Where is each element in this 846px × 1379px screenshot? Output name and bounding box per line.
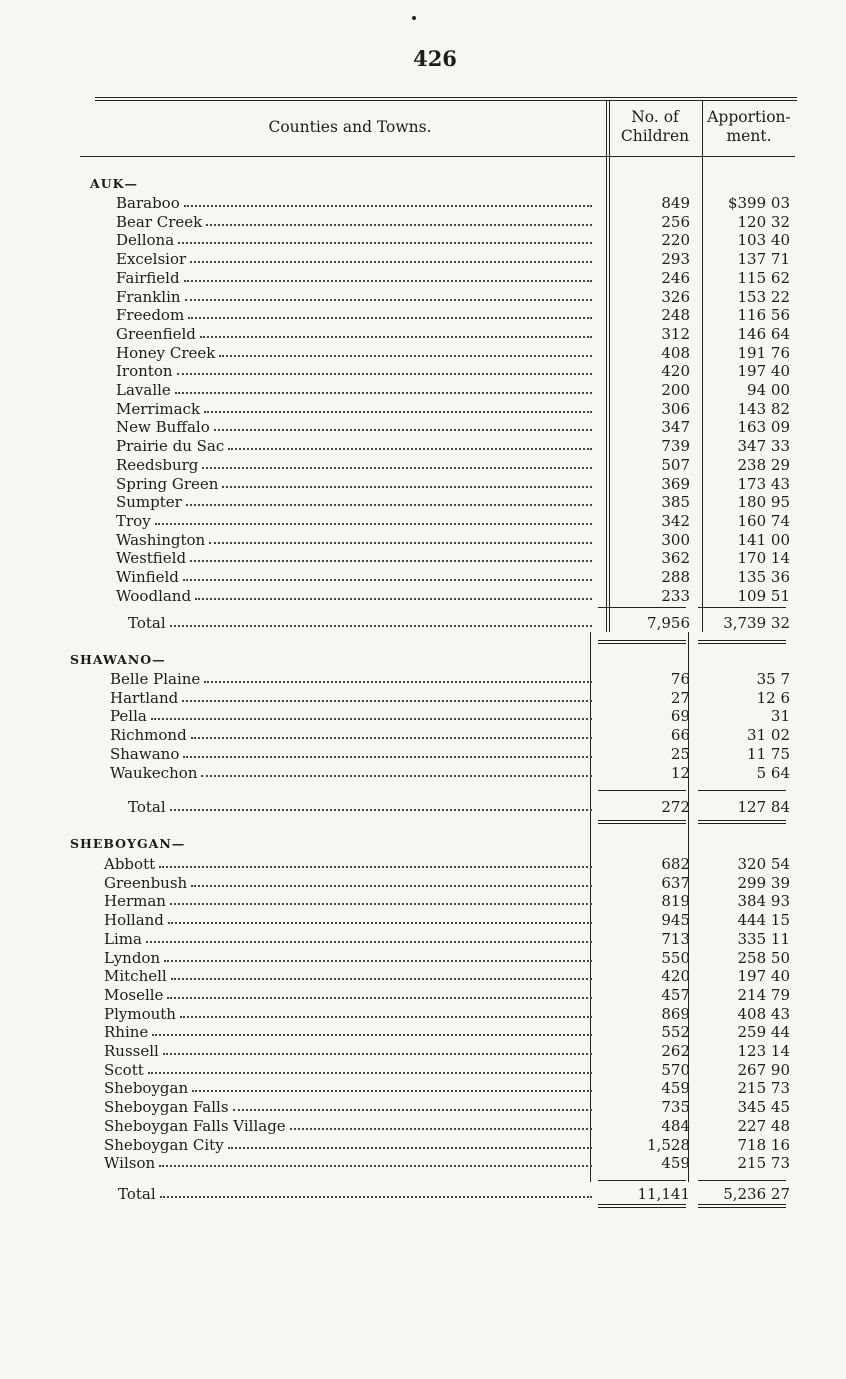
children-count: 262 [661,1042,690,1060]
town-name: Freedom [116,306,185,325]
children-count: 713 [661,929,690,948]
total-double-rule [598,640,686,641]
apportionment-amount: 120 32 [737,212,790,231]
town-name: Sheboygan [104,1079,189,1098]
children-count: 457 [661,985,690,1004]
town-name: Merrimack [116,399,201,418]
dot-leader [191,737,592,739]
apportionment-amount: 197 40 [737,967,790,986]
dot-leader [206,224,592,226]
town-name: Winfield [116,568,179,586]
table-row [0,1023,846,1041]
table-row [0,418,846,436]
total-children: 7,956 [647,614,690,632]
apportionment-amount: 345 45 [737,1098,790,1117]
table-row [0,1136,846,1154]
total-amount: 3,739 32 [723,614,790,632]
apportionment-amount: 299 39 [737,873,790,892]
town-name: New Buffalo [116,418,210,437]
apportionment-amount: 143 82 [737,399,790,418]
children-count: 76 [670,670,690,688]
table-row [0,437,846,455]
subtotal-rule-children [598,607,686,608]
table-row [0,911,846,929]
town-name: Greenbush [104,873,188,892]
total-double-rule [698,823,786,824]
total-double-rule [598,1204,686,1205]
apportionment-amount: 408 43 [737,1004,790,1023]
total-children: 272 [661,798,690,816]
dot-leader [183,756,592,758]
table-row [0,475,846,493]
total-double-rule [698,820,786,821]
total-row [0,1185,846,1203]
town-name: Waukechon [110,763,198,782]
table-row [0,1117,846,1135]
subtotal-rule-amount [698,1180,786,1181]
children-count: 200 [661,381,690,399]
children-count: 849 [661,194,690,212]
total-double-rule [598,643,686,644]
children-count: 12 [670,763,690,782]
dot-leader [200,336,592,338]
total-children: 11,141 [637,1185,690,1203]
table-row [0,549,846,567]
page-number: 426 [413,46,457,71]
dot-leader [170,903,592,905]
town-name: Reedsburg [116,455,199,474]
children-count: 739 [661,437,690,456]
children-count: 459 [661,1154,690,1173]
table-row [0,764,846,782]
dot-leader [184,205,592,207]
town-name: Fairfield [116,268,180,287]
apportionment-amount: 123 14 [737,1042,790,1060]
total-amount: 5,236 27 [723,1185,790,1203]
dot-leader [160,1196,592,1198]
apportionment-amount: 173 43 [737,474,790,493]
children-count: 945 [661,911,690,930]
dot-leader [167,997,592,999]
printer-mark [412,16,416,20]
table-row [0,456,846,474]
top-rule [95,97,797,98]
apportionment-amount: 12 6 [756,688,790,707]
town-name: Lyndon [104,948,161,967]
apportionment-amount: 197 40 [737,362,790,381]
apportionment-amount: 141 00 [737,530,790,549]
table-row [0,362,846,380]
county-heading: SHAWANO— [70,652,166,667]
table-row [0,1079,846,1097]
total-double-rule [598,820,686,821]
table-row [0,381,846,399]
dot-leader [233,1109,592,1111]
total-label: Total [128,614,166,632]
children-count: 869 [661,1004,690,1023]
table-row [0,689,846,707]
town-name: Moselle [104,985,164,1004]
children-count: 246 [661,268,690,287]
table-row [0,1098,846,1116]
town-name: Herman [104,892,166,911]
dot-leader [164,960,592,962]
town-name: Pella [110,707,147,726]
dot-leader [170,809,592,811]
children-count: 459 [661,1079,690,1098]
total-double-rule [598,1207,686,1208]
children-count: 312 [661,324,690,343]
apportionment-amount: 146 64 [737,324,790,343]
table-row [0,1042,846,1060]
header-no-of-children: No. of Children [620,108,690,145]
dot-leader [190,261,592,263]
total-double-rule [698,640,786,641]
total-row [0,614,846,632]
town-name: Troy [116,511,151,530]
county-heading: AUK— [90,176,138,191]
apportionment-amount: 31 [770,707,790,726]
dot-leader [163,1053,592,1055]
children-count: 293 [661,250,690,269]
apportionment-amount: 335 11 [737,929,790,948]
dot-leader [155,523,592,525]
header-apportionment: Apportion- ment. [707,108,791,145]
total-double-rule [698,643,786,644]
children-count: 570 [661,1060,690,1079]
apportionment-amount: 238 29 [737,455,790,474]
dot-leader [209,542,592,544]
table-row [0,231,846,249]
table-row [0,855,846,873]
apportionment-amount: 180 95 [737,493,790,512]
table-row [0,400,846,418]
dot-leader [185,299,592,301]
dot-leader [184,280,592,282]
town-name: Dellona [116,231,175,250]
table-row [0,930,846,948]
children-count: 27 [670,688,690,707]
table-row [0,194,846,212]
town-name: Wilson [104,1154,156,1173]
town-name: Plymouth [104,1004,176,1023]
table-row [0,949,846,967]
apportionment-amount: 215 73 [737,1154,790,1173]
apportionment-amount: $399 03 [727,194,790,212]
apportionment-amount: 94 00 [747,381,790,399]
table-row [0,874,846,892]
header-counties-and-towns: Counties and Towns. [268,118,432,136]
children-count: 288 [661,568,690,586]
town-name: Richmond [110,726,187,745]
children-count: 248 [661,306,690,325]
apportionment-amount: 163 09 [737,418,790,437]
children-count: 420 [661,362,690,381]
county-heading: SHEBOYGAN— [70,836,186,851]
dot-leader [188,317,592,319]
children-count: 25 [670,744,690,763]
town-name: Sheboygan City [104,1135,224,1154]
children-count: 550 [661,948,690,967]
town-name: Sumpter [116,493,182,512]
subtotal-rule-amount [698,790,786,791]
apportionment-amount: 109 51 [737,586,790,605]
town-name: Baraboo [116,194,180,212]
apportionment-amount: 215 73 [737,1079,790,1098]
apportionment-amount: 170 14 [737,549,790,568]
children-count: 484 [661,1116,690,1135]
apportionment-amount: 258 50 [737,948,790,967]
subtotal-rule-amount [698,607,786,608]
children-count: 326 [661,287,690,306]
apportionment-amount: 191 76 [737,343,790,362]
dot-leader [228,448,592,450]
town-name: Washington [116,530,206,549]
town-name: Lavalle [116,381,171,399]
dot-leader [159,866,592,868]
dot-leader [175,392,592,394]
children-count: 69 [670,707,690,726]
town-name: Honey Creek [116,343,216,362]
apportionment-amount: 320 54 [737,855,790,873]
apportionment-amount: 137 71 [737,250,790,269]
apportionment-amount: 11 75 [747,744,790,763]
subtotal-rule-children [598,790,686,791]
total-row [0,798,846,816]
table-row [0,306,846,324]
dot-leader [151,718,592,720]
children-count: 819 [661,892,690,911]
table-row [0,325,846,343]
table-row [0,745,846,763]
table-row [0,288,846,306]
town-name: Holland [104,911,164,930]
table-row [0,707,846,725]
dot-leader [204,681,592,683]
children-count: 735 [661,1098,690,1117]
town-name: Spring Green [116,474,219,493]
children-count: 347 [661,418,690,437]
town-name: Ironton [116,362,173,381]
town-name: Belle Plaine [110,670,201,688]
children-count: 300 [661,530,690,549]
dot-leader [171,978,592,980]
town-name: Lima [104,929,142,948]
dot-leader [177,373,592,375]
dot-leader [170,625,592,627]
table-row [0,587,846,605]
apportionment-amount: 347 33 [737,437,790,456]
dot-leader [159,1165,592,1167]
children-count: 682 [661,855,690,873]
children-count: 369 [661,474,690,493]
total-label: Total [118,1185,156,1203]
town-name: Abbott [104,855,156,873]
apportionment-amount: 153 22 [737,287,790,306]
total-amount: 127 84 [737,798,790,816]
apportionment-amount: 35 7 [756,670,790,688]
children-count: 66 [670,726,690,745]
dot-leader [201,775,592,777]
town-name: Hartland [110,688,179,707]
children-count: 220 [661,231,690,250]
apportionment-amount: 135 36 [737,568,790,586]
children-count: 1,528 [647,1135,690,1154]
children-count: 408 [661,343,690,362]
table-row [0,344,846,362]
dot-leader [168,922,592,924]
subtotal-rule-children [598,1180,686,1181]
table-row [0,1005,846,1023]
children-count: 362 [661,549,690,568]
children-count: 385 [661,493,690,512]
apportionment-amount: 116 56 [737,306,790,325]
table-row [0,967,846,985]
table-row [0,250,846,268]
town-name: Mitchell [104,967,167,986]
dot-leader [190,560,592,562]
town-name: Rhine [104,1023,149,1042]
children-count: 256 [661,212,690,231]
town-name: Prairie du Sac [116,437,225,456]
total-double-rule [598,823,686,824]
table-row [0,1061,846,1079]
children-count: 233 [661,586,690,605]
apportionment-amount: 227 48 [737,1116,790,1135]
dot-leader [214,429,592,431]
apportionment-amount: 214 79 [737,985,790,1004]
dot-leader [180,1016,592,1018]
apportionment-amount: 31 02 [747,726,790,745]
dot-leader [195,598,592,600]
town-name: Excelsior [116,250,187,269]
dot-leader [290,1128,592,1130]
children-count: 552 [661,1023,690,1042]
dot-leader [152,1034,592,1036]
table-row [0,670,846,688]
dot-leader [148,1072,592,1074]
top-rule-2 [95,100,797,101]
header-bottom-rule [80,156,795,157]
total-label: Total [128,798,166,816]
children-count: 420 [661,967,690,986]
town-name: Woodland [116,586,192,605]
table-row [0,986,846,1004]
dot-leader [202,467,592,469]
apportionment-amount: 267 90 [737,1060,790,1079]
children-count: 507 [661,455,690,474]
town-name: Shawano [110,744,180,763]
children-count: 342 [661,511,690,530]
total-double-rule [698,1204,786,1205]
table-row [0,512,846,530]
dot-leader [146,941,592,943]
table-row [0,726,846,744]
town-name: Bear Creek [116,212,203,231]
table-row [0,892,846,910]
dot-leader [183,579,592,581]
town-name: Sheboygan Falls Village [104,1116,286,1135]
table-row [0,568,846,586]
table-row [0,269,846,287]
town-name: Sheboygan Falls [104,1098,229,1117]
apportionment-amount: 160 74 [737,511,790,530]
apportionment-amount: 259 44 [737,1023,790,1042]
table-row [0,493,846,511]
children-count: 637 [661,873,690,892]
apportionment-amount: 5 64 [756,763,790,782]
total-double-rule [698,1207,786,1208]
children-count: 306 [661,399,690,418]
table-row [0,531,846,549]
table-row [0,1154,846,1172]
dot-leader [178,242,592,244]
dot-leader [204,411,592,413]
apportionment-amount: 115 62 [737,268,790,287]
town-name: Westfield [116,549,187,568]
town-name: Greenfield [116,324,196,343]
town-name: Scott [104,1060,144,1079]
dot-leader [191,885,592,887]
apportionment-amount: 384 93 [737,892,790,911]
apportionment-amount: 103 40 [737,231,790,250]
dot-leader [219,355,592,357]
dot-leader [192,1090,592,1092]
dot-leader [222,486,592,488]
dot-leader [228,1147,592,1149]
apportionment-amount: 718 16 [737,1135,790,1154]
table-row [0,213,846,231]
dot-leader [186,504,592,506]
dot-leader [182,700,592,702]
town-name: Franklin [116,287,181,306]
town-name: Russell [104,1042,159,1060]
apportionment-amount: 444 15 [737,911,790,930]
